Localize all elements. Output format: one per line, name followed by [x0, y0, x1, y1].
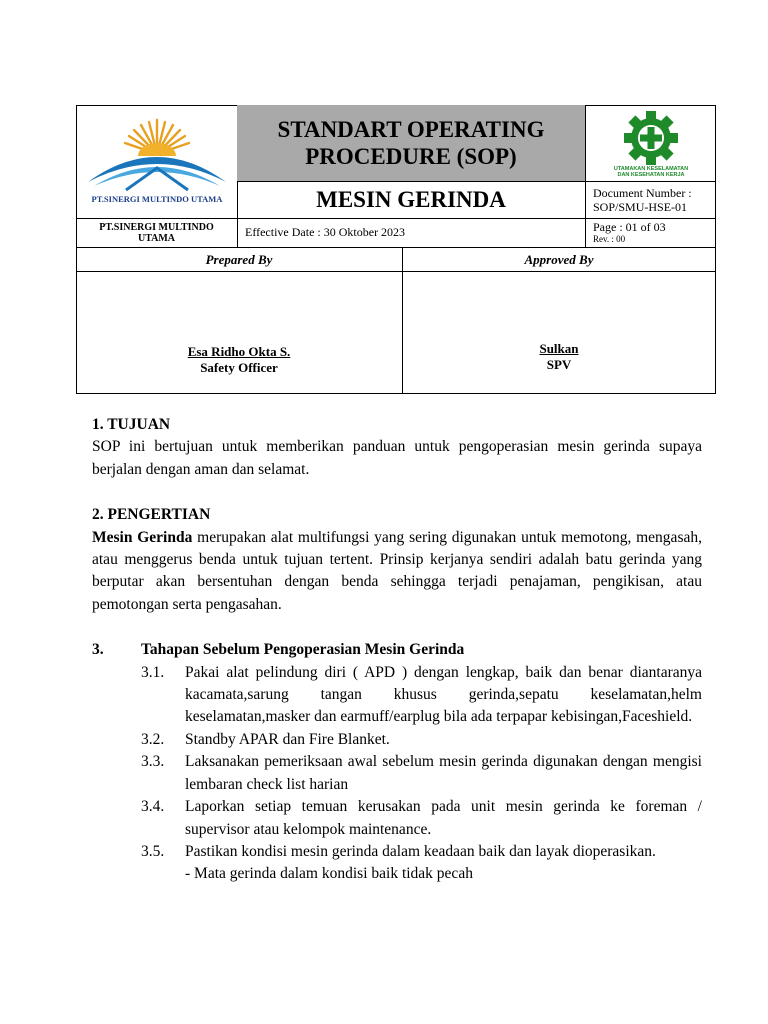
list-item	[141, 751, 702, 796]
list-item-number: 3.1.	[141, 663, 165, 681]
revision-number: Rev. : 00	[593, 234, 626, 244]
prepared-by-label: Prepared By	[205, 252, 273, 267]
section-3-title	[92, 639, 702, 661]
list-item	[141, 841, 702, 863]
page-number: Page : 01 of 03	[593, 220, 666, 234]
sop-title-line-1: STANDART OPERATING	[277, 117, 545, 142]
list-item	[141, 662, 702, 729]
document-number-value: SOP/SMU-HSE-01	[593, 199, 688, 214]
list-item-text: Pastikan kondisi mesin gerinda dalam keadaan baik dan layak dioperasikan.	[185, 842, 656, 860]
list-item-number: 3.2.	[141, 730, 165, 748]
section-3-number: 3.	[92, 641, 104, 659]
k3-safety-gear-icon	[595, 108, 707, 178]
document-number-label: Document Number :	[593, 185, 692, 200]
sop-header-table	[76, 105, 716, 394]
company-name-line-2: UTAMA	[137, 232, 176, 244]
company-logo-icon	[80, 112, 234, 212]
section-2-term: Mesin Gerinda	[92, 528, 193, 546]
approved-by-signature	[402, 272, 716, 394]
sop-title-line-2: PROCEDURE (SOP)	[305, 144, 517, 169]
list-sub-item: - Mata gerinda dalam kondisi baik tidak pecah	[185, 865, 473, 883]
section-2-text	[92, 527, 702, 617]
effective-date: Effective Date : 30 Oktober 2023	[245, 225, 406, 239]
document-number	[585, 181, 716, 218]
list-item-text: Standby APAR dan Fire Blanket.	[185, 730, 390, 748]
company-logo	[76, 105, 237, 218]
section-2-title: 2. PENGERTIAN	[92, 506, 211, 524]
list-item-text: Pakai alat pelindung diri ( APD ) dengan lengkap, baik dan benar diantaranya kacamata,sarung tangan khusus gerinda,sepatu keselamatan,helm keselamatan,masker dan earmuff/earplug bila ada terpapar kebisingan,Faceshield.	[185, 663, 702, 726]
approved-by-name: Sulkan	[539, 341, 579, 356]
company-name	[76, 218, 237, 247]
section-1-text: SOP ini bertujuan untuk memberikan panduan untuk pengoperasian mesin gerinda supaya berjalan dengan aman dan selamat.	[92, 438, 702, 478]
list-item-text: Laporkan setiap temuan kerusakan pada unit mesin gerinda ke foreman / supervisor atau kelompok maintenance.	[185, 798, 702, 838]
approved-by-label: Approved By	[524, 252, 594, 267]
page-info	[585, 218, 716, 247]
list-item-text: Laksanakan pemeriksaan awal sebelum mesin gerinda digunakan dengan mengisi lembaran check list harian	[185, 753, 702, 793]
document-body	[92, 414, 702, 886]
section-2-definition: merupakan alat multifungsi yang sering digunakan untuk memotong, mengasah, atau menggerus benda untuk tujuan tertent. Prinsip kerjanya sendiri adalah batu gerinda yang berputar akan bersentuhan dengan benda sehingga terjadi penajaman, pengikisan, atau pemotongan serta pengasahan.	[92, 528, 702, 613]
approved-by-role: SPV	[546, 357, 572, 372]
list-item	[141, 796, 702, 841]
machine-title: MESIN GERINDA	[316, 186, 506, 212]
sop-title	[237, 105, 585, 181]
hse-logo	[585, 105, 716, 181]
company-logo-text: PT.SINERGI MULTINDO UTAMA	[91, 193, 222, 204]
hse-logo-text-1: UTAMAKAN KESELAMATAN	[613, 166, 688, 172]
section-3-title-text: Tahapan Sebelum Pengoperasian Mesin Gerinda	[141, 641, 465, 659]
prepared-by-role: Safety Officer	[200, 360, 278, 375]
prepared-by-signature	[76, 272, 402, 394]
list-item-number: 3.3.	[141, 753, 165, 771]
prepared-by-name: Esa Ridho Okta S.	[187, 344, 291, 359]
hse-logo-text-2: DAN KESEHATAN KERJA	[616, 172, 685, 178]
company-name-line-1: PT.SINERGI MULTINDO	[99, 221, 214, 233]
list-item-number: 3.5.	[141, 842, 165, 860]
list-item	[141, 729, 702, 751]
section-1-title: 1. TUJUAN	[92, 416, 171, 433]
list-item-number: 3.4.	[141, 798, 165, 816]
